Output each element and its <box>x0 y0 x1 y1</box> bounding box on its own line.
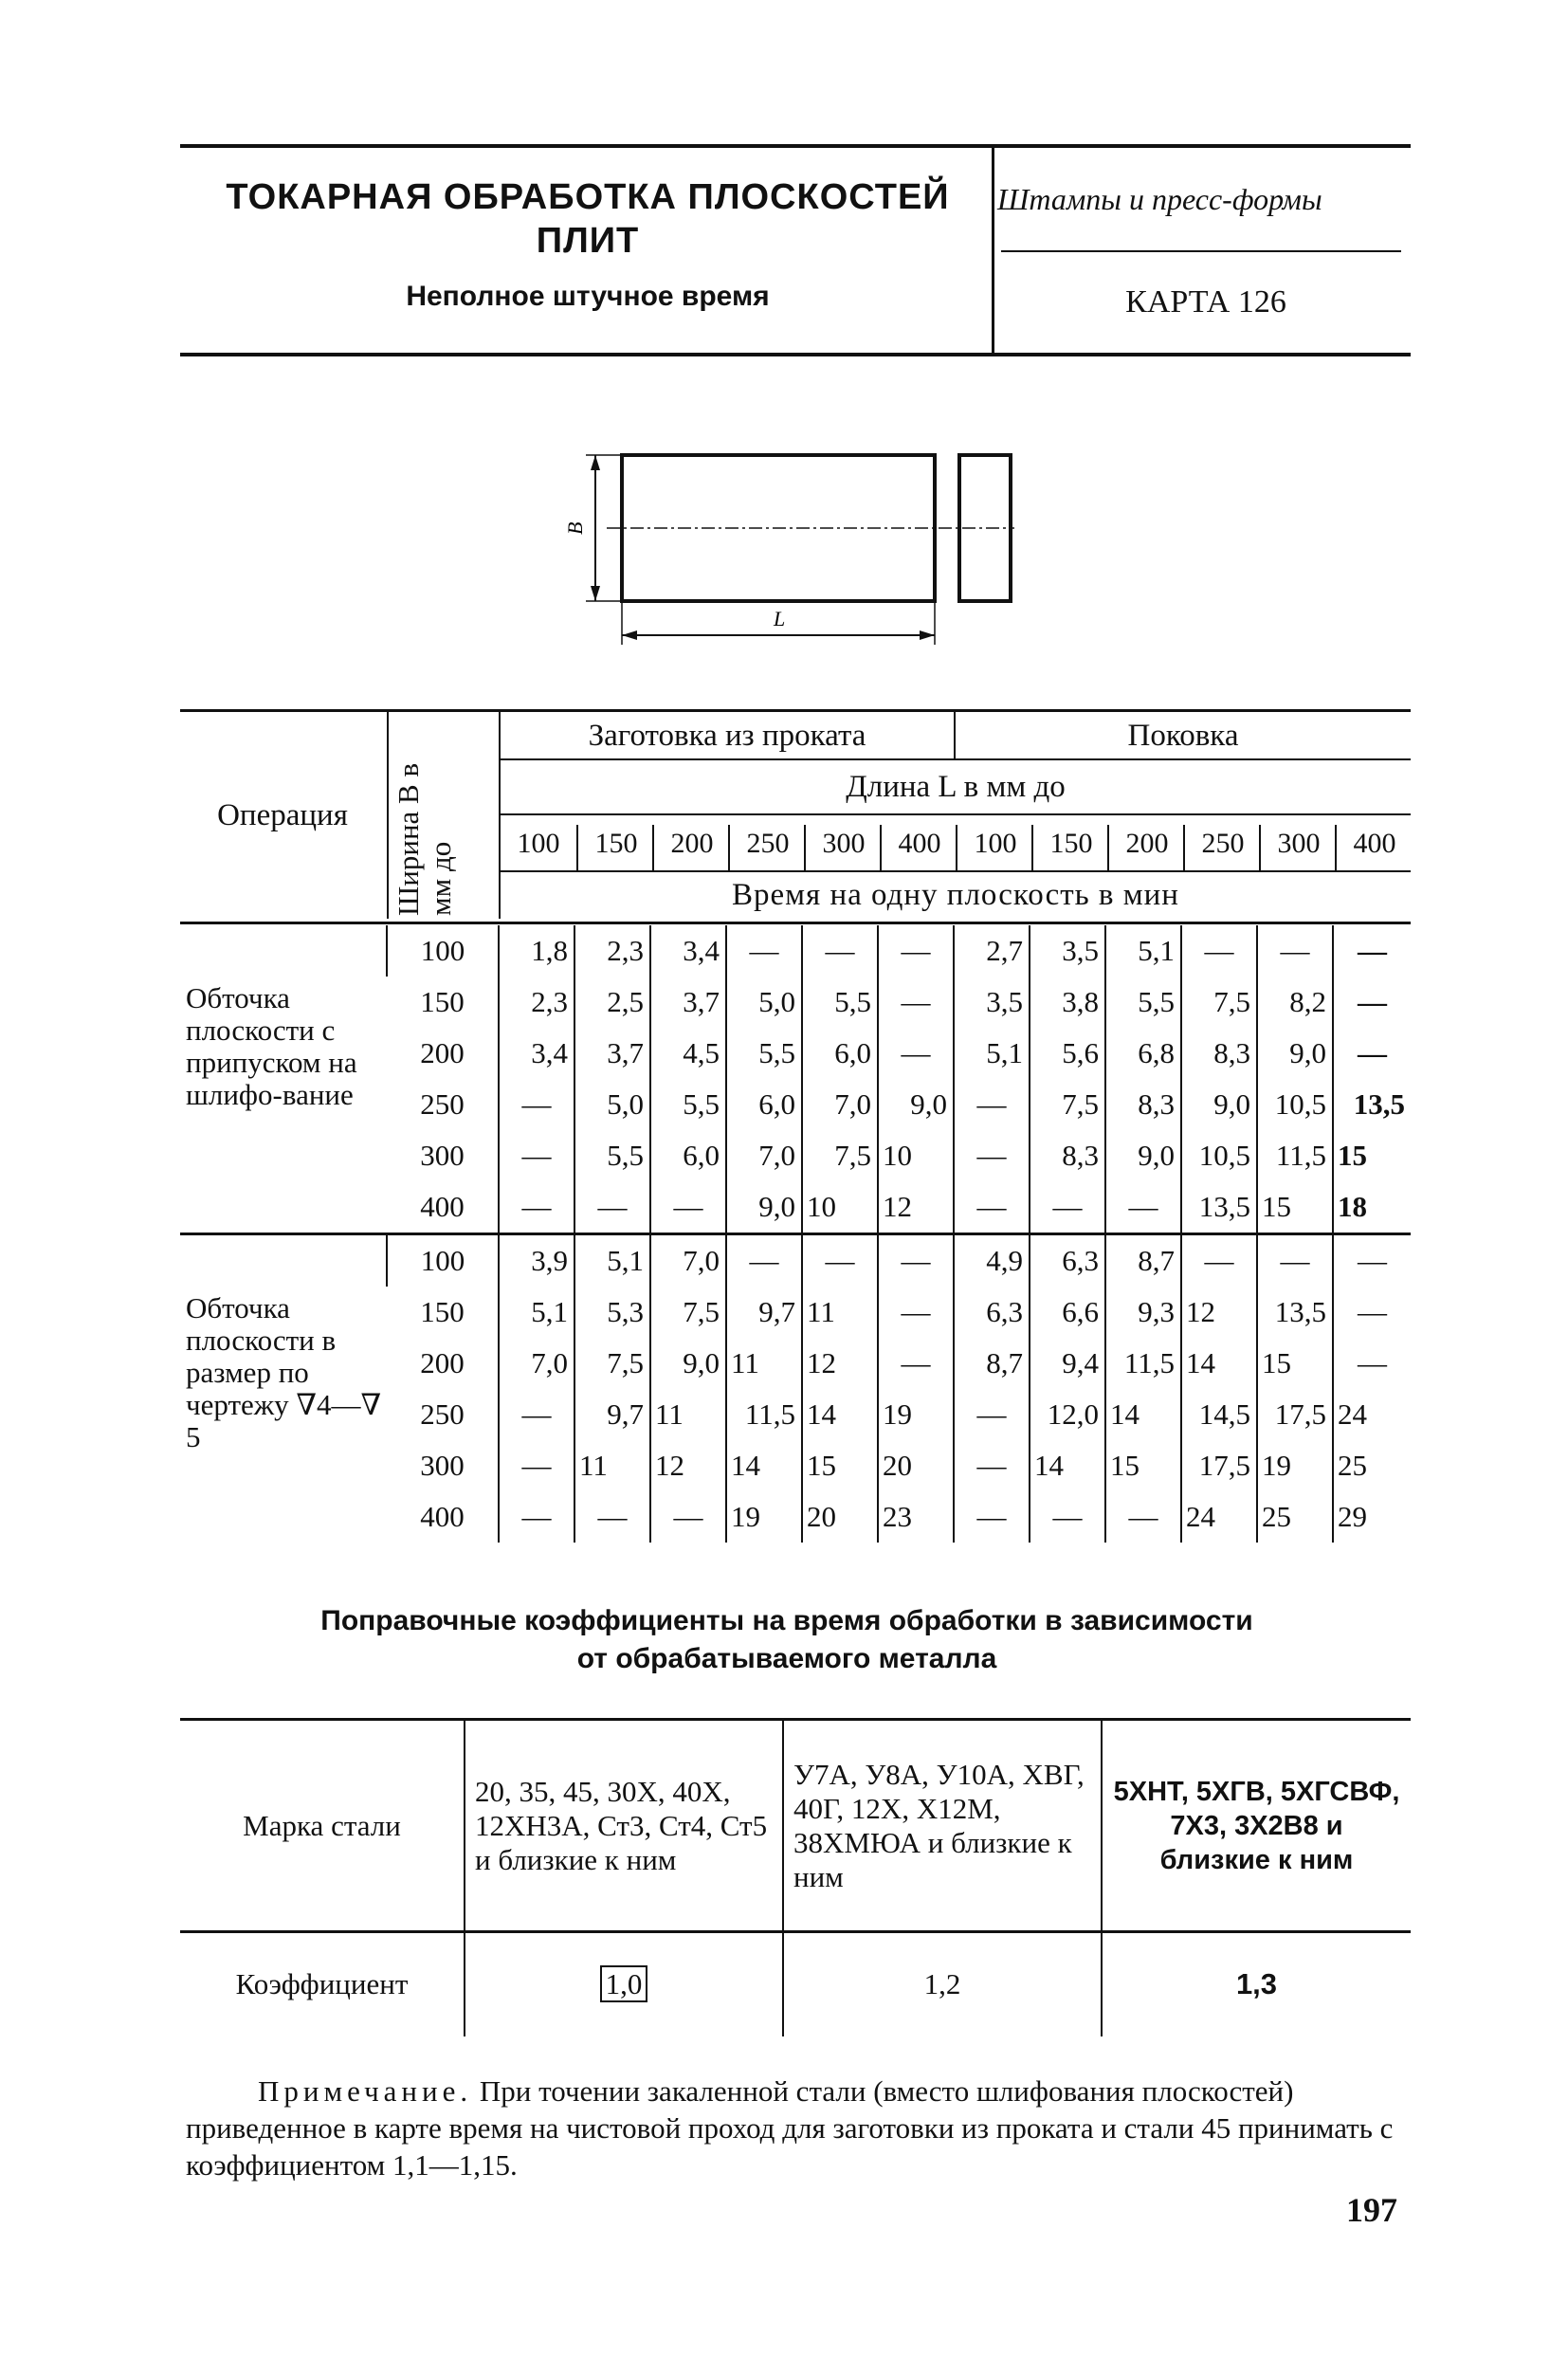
table-header-bottom-rule <box>180 922 1411 924</box>
width-cell: 100 <box>387 925 499 977</box>
width-cell: 400 <box>420 1500 465 1533</box>
operation-name: Обточка плоскости с припуском на шлифо-вание <box>186 981 357 1111</box>
time-cell: 2,7 <box>954 925 1030 977</box>
time-cell: 20 <box>878 1440 954 1491</box>
time-cell: 8,3 <box>1105 1079 1181 1130</box>
time-cell: 5,1 <box>1105 925 1181 977</box>
card-subtitle: Неполное штучное время <box>406 281 770 312</box>
coefficient-label: Коэффициент <box>235 1967 409 2000</box>
steel-group-1: 20, 35, 45, 30Х, 40Х, 12ХН3А, Ст3, Ст4, Ст5 и близкие к ним <box>465 1720 783 1932</box>
header-vline-1 <box>387 712 389 919</box>
correction-title-line1: Поправочные коэффициенты на время обработки в зависимости <box>320 1605 1253 1636</box>
time-cell: 6,0 <box>802 1028 878 1079</box>
card-title <box>171 175 1005 263</box>
time-cell: — <box>954 1181 1030 1234</box>
time-cell: 9,0 <box>878 1079 954 1130</box>
time-cell: 9,0 <box>726 1181 802 1234</box>
time-cell: 2,3 <box>499 977 574 1028</box>
time-cell: 8,7 <box>1105 1234 1181 1287</box>
correction-title-line2: от обрабатываемого металла <box>576 1643 997 1674</box>
time-cell: 5,1 <box>954 1028 1030 1079</box>
time-cell: 5,1 <box>499 1287 574 1338</box>
time-cell: 25 <box>1257 1491 1333 1543</box>
time-cell: 8,2 <box>1257 977 1333 1028</box>
time-cell: 14 <box>1030 1440 1105 1491</box>
time-cell: 10 <box>802 1181 878 1234</box>
operation-name: Обточка плоскости в размер по чертежу ∇4—∇ 5 <box>180 1234 387 1543</box>
time-cell: 14,5 <box>1181 1389 1257 1440</box>
time-cell: — <box>954 1079 1030 1130</box>
time-cell: 5,5 <box>574 1130 650 1181</box>
time-cell: 4,9 <box>954 1234 1030 1287</box>
time-cell: 29 <box>1333 1491 1411 1543</box>
time-cell: — <box>802 1234 878 1287</box>
time-cell: — <box>650 1181 726 1234</box>
time-cell: 5,1 <box>574 1234 650 1287</box>
time-cell: 11 <box>650 1389 726 1440</box>
time-cell: 15 <box>1105 1440 1181 1491</box>
header-rule-2 <box>501 813 1411 815</box>
time-cell: 3,4 <box>499 1028 574 1079</box>
time-cell: — <box>954 1130 1030 1181</box>
time-cell: 9,7 <box>574 1389 650 1440</box>
time-cell: — <box>1181 1234 1257 1287</box>
time-cell: 8,3 <box>1181 1028 1257 1079</box>
time-cell: 3,8 <box>1030 977 1105 1028</box>
time-cell: 14 <box>802 1389 878 1440</box>
time-cell: 12 <box>1181 1287 1257 1338</box>
length-col-header: 100 <box>517 828 560 859</box>
length-col-header: 100 <box>956 825 1033 870</box>
plate-drawing <box>563 446 1024 654</box>
time-cell: 7,5 <box>802 1130 878 1181</box>
coefficient-row <box>180 1932 1411 2036</box>
time-cell: 14 <box>726 1440 802 1491</box>
time-cell: 5,5 <box>726 1028 802 1079</box>
time-cell: 4,5 <box>650 1028 726 1079</box>
coef-value-1: 1,0 <box>600 1965 648 2002</box>
time-cell: — <box>726 1234 802 1287</box>
time-cell: — <box>878 1287 954 1338</box>
time-cell: — <box>499 1440 574 1491</box>
time-cell: — <box>954 1491 1030 1543</box>
coefficient-table <box>180 1720 1411 2036</box>
time-cell: 3,9 <box>499 1234 574 1287</box>
group-forging-header: Поковка <box>1127 719 1239 753</box>
header-rule-1 <box>501 758 1411 760</box>
time-cell: 7,5 <box>1181 977 1257 1028</box>
time-cell: — <box>574 1181 650 1234</box>
width-cell: 200 <box>420 1036 465 1069</box>
time-cell: 5,0 <box>726 977 802 1028</box>
time-cell: 15 <box>1333 1130 1411 1181</box>
time-cell: — <box>1257 1234 1333 1287</box>
time-cell: — <box>650 1491 726 1543</box>
width-cell: 400 <box>420 1190 465 1223</box>
header-top-rule <box>180 144 1411 148</box>
time-cell: — <box>1181 925 1257 977</box>
coef-value-3: 1,3 <box>1102 1932 1411 2036</box>
time-cell: 9,3 <box>1105 1287 1181 1338</box>
time-cell: 25 <box>1333 1440 1411 1491</box>
col-width-header: Ширина B в мм до <box>392 762 457 916</box>
time-cell: — <box>1333 1287 1411 1338</box>
card-number: КАРТА 126 <box>1125 284 1286 320</box>
time-cell: 13,5 <box>1257 1287 1333 1338</box>
header-rule-3 <box>501 870 1411 872</box>
time-cell: 12 <box>802 1338 878 1389</box>
time-cell: — <box>499 1181 574 1234</box>
time-cell: 11 <box>802 1287 878 1338</box>
time-cell: 3,5 <box>954 977 1030 1028</box>
time-table <box>180 925 1411 1543</box>
correction-title <box>228 1602 1346 1678</box>
time-cell: 9,7 <box>726 1287 802 1338</box>
time-cell: 7,0 <box>499 1338 574 1389</box>
time-cell: 7,0 <box>726 1130 802 1181</box>
time-cell: 6,8 <box>1105 1028 1181 1079</box>
note <box>186 2073 1409 2183</box>
time-cell: 11,5 <box>1105 1338 1181 1389</box>
group-rolled-header: Заготовка из проката <box>588 719 866 753</box>
time-cell: — <box>802 925 878 977</box>
time-cell: 24 <box>1333 1389 1411 1440</box>
width-cell: 200 <box>420 1346 465 1379</box>
header-right-rule <box>1001 250 1401 252</box>
time-cell: 15 <box>1257 1338 1333 1389</box>
width-cell: 100 <box>387 1234 499 1287</box>
time-cell: 6,0 <box>726 1079 802 1130</box>
time-cell: 17,5 <box>1257 1389 1333 1440</box>
steel-group-3: 5ХНТ, 5ХГВ, 5ХГСВФ, 7Х3, 3Х2В8 и близкие к ним <box>1102 1720 1411 1932</box>
time-cell: 18 <box>1333 1181 1411 1234</box>
steel-grade-label: Марка стали <box>243 1809 401 1842</box>
length-col-header: 400 <box>880 825 957 870</box>
time-cell: 5,5 <box>802 977 878 1028</box>
time-header: Время на одну плоскость в мин <box>732 878 1179 912</box>
time-cell: — <box>954 1440 1030 1491</box>
time-cell: 19 <box>726 1491 802 1543</box>
time-cell: 7,5 <box>574 1338 650 1389</box>
time-cell: 19 <box>1257 1440 1333 1491</box>
time-cell: 5,5 <box>650 1079 726 1130</box>
time-cell: 20 <box>802 1491 878 1543</box>
time-cell: 5,6 <box>1030 1028 1105 1079</box>
time-cell: 9,0 <box>1257 1028 1333 1079</box>
time-cell: 14 <box>1105 1389 1181 1440</box>
time-cell: 23 <box>878 1491 954 1543</box>
time-cell: 11,5 <box>1257 1130 1333 1181</box>
time-cell: 9,4 <box>1030 1338 1105 1389</box>
width-cell: 150 <box>420 985 465 1018</box>
width-cell: 250 <box>420 1397 465 1431</box>
time-cell: — <box>878 1234 954 1287</box>
page-number: 197 <box>1346 2191 1397 2229</box>
time-cell: 11 <box>726 1338 802 1389</box>
time-cell: — <box>878 977 954 1028</box>
time-cell: — <box>1333 1028 1411 1079</box>
time-cell: 6,3 <box>1030 1234 1105 1287</box>
time-cell: 15 <box>1257 1181 1333 1234</box>
length-header: Длина L в мм до <box>846 770 1066 804</box>
time-cell: 14 <box>1181 1338 1257 1389</box>
time-cell: — <box>726 925 802 977</box>
steel-group-2: У7А, У8А, У10А, ХВГ, 40Г, 12Х, Х12М, 38ХМЮА и близкие к ним <box>783 1720 1102 1932</box>
time-cell: 5,3 <box>574 1287 650 1338</box>
time-cell: — <box>499 1079 574 1130</box>
time-cell: 12,0 <box>1030 1389 1105 1440</box>
time-cell: 7,5 <box>650 1287 726 1338</box>
time-cell: 15 <box>802 1440 878 1491</box>
time-cell: 11 <box>574 1440 650 1491</box>
time-cell: 6,0 <box>650 1130 726 1181</box>
time-cell: — <box>574 1491 650 1543</box>
length-col-header: 300 <box>804 825 882 870</box>
coef-value-2: 1,2 <box>783 1932 1102 2036</box>
time-cell: 11,5 <box>726 1389 802 1440</box>
time-cell: 3,7 <box>574 1028 650 1079</box>
time-cell: 13,5 <box>1333 1079 1411 1130</box>
table-top-rule <box>180 709 1411 712</box>
time-cell: — <box>1030 1181 1105 1234</box>
note-label: Примечание. <box>258 2074 473 2108</box>
time-cell: 6,6 <box>1030 1287 1105 1338</box>
time-cell: 12 <box>878 1181 954 1234</box>
time-cell: 10 <box>878 1130 954 1181</box>
time-cell: 8,3 <box>1030 1130 1105 1181</box>
time-cell: 1,8 <box>499 925 574 977</box>
time-cell: — <box>1333 977 1411 1028</box>
card-title-line2: ПЛИТ <box>536 221 640 261</box>
length-col-header: 300 <box>1259 825 1337 870</box>
time-cell: 7,0 <box>802 1079 878 1130</box>
width-cell: 300 <box>420 1449 465 1482</box>
time-cell: — <box>1030 1491 1105 1543</box>
time-cell: 5,5 <box>1105 977 1181 1028</box>
time-cell: 8,7 <box>954 1338 1030 1389</box>
length-col-header: 250 <box>728 825 806 870</box>
time-cell: 9,0 <box>650 1338 726 1389</box>
time-cell: 3,5 <box>1030 925 1105 977</box>
time-cell: — <box>1105 1491 1181 1543</box>
time-cell: 17,5 <box>1181 1440 1257 1491</box>
time-cell: — <box>1333 1234 1411 1287</box>
time-cell: 5,0 <box>574 1079 650 1130</box>
coef-cell-1 <box>465 1932 783 2036</box>
length-col-header: 150 <box>1031 825 1109 870</box>
time-cell: 12 <box>650 1440 726 1491</box>
time-cell: 3,7 <box>650 977 726 1028</box>
time-cell: 2,3 <box>574 925 650 977</box>
table-row <box>180 925 1411 977</box>
header-bottom-rule <box>180 353 1411 356</box>
dim-b-label: B <box>563 521 587 535</box>
time-cell: — <box>499 1491 574 1543</box>
time-cell: 19 <box>878 1389 954 1440</box>
time-cell: — <box>878 1338 954 1389</box>
width-cell: 300 <box>420 1139 465 1172</box>
section-name: Штампы и пресс-формы <box>997 182 1322 216</box>
col-operation-header: Операция <box>217 798 348 832</box>
length-col-header: 200 <box>1107 825 1185 870</box>
time-cell: 24 <box>1181 1491 1257 1543</box>
time-cell: 6,3 <box>954 1287 1030 1338</box>
time-cell: — <box>1333 1338 1411 1389</box>
length-col-header: 250 <box>1183 825 1261 870</box>
time-cell: 3,4 <box>650 925 726 977</box>
dim-l-label: L <box>774 607 786 630</box>
time-cell: — <box>954 1389 1030 1440</box>
time-cell: 13,5 <box>1181 1181 1257 1234</box>
time-cell: 10,5 <box>1181 1130 1257 1181</box>
length-col-header: 400 <box>1335 825 1413 870</box>
length-col-header: 150 <box>576 825 654 870</box>
time-cell: 9,0 <box>1105 1130 1181 1181</box>
time-cell: — <box>878 1028 954 1079</box>
time-cell: — <box>1333 925 1411 977</box>
width-cell: 250 <box>420 1087 465 1121</box>
note-text: При точении закаленной стали (вместо шлифования плоскостей) приведенное в карте время на чистовой проход для заготовки из проката и стали 45 принимать с коэффициентом 1,1—1,15. <box>186 2074 1394 2182</box>
length-col-header: 200 <box>652 825 730 870</box>
width-cell: 150 <box>420 1295 465 1328</box>
time-cell: — <box>878 925 954 977</box>
time-cell: 7,0 <box>650 1234 726 1287</box>
card-title-line1: ТОКАРНАЯ ОБРАБОТКА ПЛОСКОСТЕЙ <box>226 177 950 217</box>
time-cell: — <box>1105 1181 1181 1234</box>
steel-grade-row <box>180 1720 1411 1932</box>
time-cell: — <box>1257 925 1333 977</box>
time-cell: — <box>499 1130 574 1181</box>
time-cell: — <box>499 1389 574 1440</box>
table-row <box>180 1234 1411 1287</box>
time-cell: 2,5 <box>574 977 650 1028</box>
time-cell: 10,5 <box>1257 1079 1333 1130</box>
time-cell: 9,0 <box>1181 1079 1257 1130</box>
time-cell: 7,5 <box>1030 1079 1105 1130</box>
